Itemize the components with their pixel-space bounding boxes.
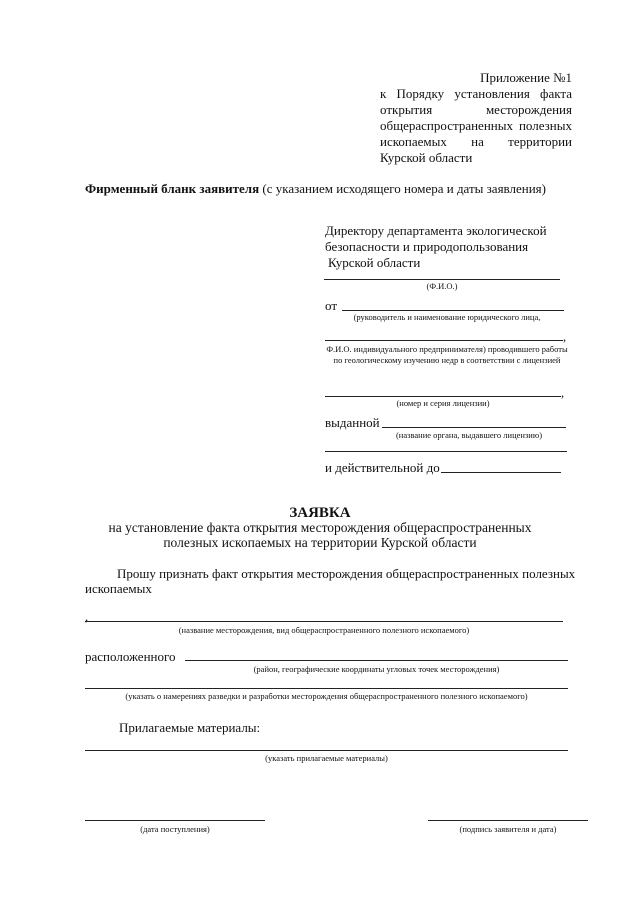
legal-entity-caption: (руководитель и наименование юридического лица, [353, 312, 541, 322]
comma: , [563, 330, 567, 344]
letterhead-note [85, 181, 565, 197]
issuer-extra-field[interactable] [325, 451, 567, 452]
signature-caption: (подпись заявителя и дата) [459, 824, 557, 834]
comma: , [85, 610, 89, 624]
appendix-line: открытия месторождения [380, 102, 572, 117]
deposit-caption: (название месторождения, вид общераспространенного полезного ископаемого) [178, 625, 470, 635]
appendix-line: к Порядку установления факта [380, 86, 572, 101]
issued-label: выданной [325, 415, 380, 430]
entrepreneur-field[interactable] [325, 340, 563, 341]
request-text: ископаемых [85, 581, 152, 596]
issuer-field[interactable] [382, 427, 566, 428]
location-field[interactable] [185, 660, 568, 661]
valid-until-field[interactable] [441, 472, 561, 473]
appendix-title: Приложение №1 [480, 70, 572, 85]
request-text: Прошу признать факт открытия месторождения общераспространенных полезных [117, 566, 576, 581]
fio-caption: (Ф.И.О.) [426, 281, 458, 291]
addressee-line: Директору департамента экологической [325, 223, 547, 238]
license-caption: (номер и серия лицензии) [396, 398, 490, 408]
entrepreneur-caption: Ф.И.О. индивидуального предпринимателя) проводившего работы по геологическому изучению недр в соответствии с лицензией [326, 344, 568, 365]
letterhead-bold: Фирменный бланк заявителя [85, 181, 260, 196]
date-received-caption: (дата поступления) [140, 824, 210, 834]
from-label: от [325, 298, 338, 313]
location-caption: (район, географические координаты угловых точек месторождения) [253, 664, 500, 674]
legal-entity-field[interactable] [342, 310, 564, 311]
comma: , [561, 386, 565, 400]
addressee-line: безопасности и природопользования [325, 239, 529, 254]
letterhead-normal: (с указанием исходящего номера и даты заявления) [262, 181, 546, 196]
fio-field[interactable] [324, 279, 560, 280]
issuer-caption: (название органа, выдавшего лицензию) [395, 430, 543, 440]
attachments-field[interactable] [85, 750, 568, 751]
signature-field[interactable] [428, 820, 588, 821]
intentions-caption: (указать о намерениях разведки и разработки месторождения общераспространенного полезного ископаемого) [125, 691, 528, 701]
attachments-caption: (указать прилагаемые материалы) [265, 753, 388, 763]
application-subtitle: полезных ископаемых на территории Курской области [163, 535, 477, 550]
deposit-field[interactable] [85, 621, 563, 622]
addressee-line: Курской области [328, 255, 421, 270]
date-received-field[interactable] [85, 820, 265, 821]
license-field[interactable] [325, 396, 561, 397]
application-title: ЗАЯВКА [289, 505, 351, 521]
appendix-line: общераспространенных полезных [380, 118, 572, 133]
valid-label: и действительной до [325, 460, 440, 475]
attachments-label: Прилагаемые материалы: [119, 720, 261, 735]
appendix-line: ископаемых на территории [380, 134, 572, 149]
located-label: расположенного [85, 649, 176, 664]
appendix-last-line: Курской области [380, 150, 473, 165]
intentions-field[interactable] [85, 688, 568, 689]
application-subtitle: на установление факта открытия месторождения общераспространенных [108, 520, 532, 535]
